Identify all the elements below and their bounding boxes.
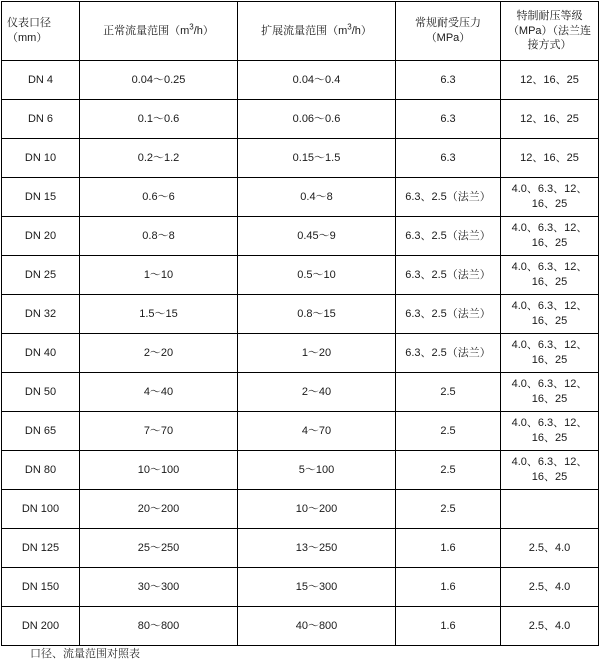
column-header-normal-flow-post: /h） (193, 24, 214, 37)
cell-diameter: DN 6 (2, 100, 80, 139)
cell-diameter: DN 25 (2, 256, 80, 295)
cell-diameter: DN 150 (2, 568, 80, 607)
cell-standard-pressure: 6.3 (396, 139, 501, 178)
cell-extended-flow: 0.06～0.6 (238, 100, 396, 139)
cell-diameter: DN 80 (2, 451, 80, 490)
cell-standard-pressure: 2.5 (396, 451, 501, 490)
cell-diameter: DN 10 (2, 139, 80, 178)
cell-extended-flow: 40～800 (238, 607, 396, 646)
cell-standard-pressure: 1.6 (396, 607, 501, 646)
cell-special-pressure: 4.0、6.3、12、16、25 (501, 178, 599, 217)
cell-special-pressure: 4.0、6.3、12、16、25 (501, 217, 599, 256)
cell-standard-pressure: 6.3、2.5（法兰） (396, 217, 501, 256)
cell-standard-pressure: 6.3、2.5（法兰） (396, 295, 501, 334)
cell-normal-flow: 0.8～8 (80, 217, 238, 256)
cell-extended-flow: 10～200 (238, 490, 396, 529)
cell-extended-flow: 4～70 (238, 412, 396, 451)
cell-diameter: DN 200 (2, 607, 80, 646)
table-row (2, 490, 599, 529)
cell-diameter: DN 100 (2, 490, 80, 529)
cell-special-pressure: 12、16、25 (501, 61, 599, 100)
cell-extended-flow: 0.15～1.5 (238, 139, 396, 178)
cell-normal-flow: 80～800 (80, 607, 238, 646)
flow-meter-spec-table (1, 1, 599, 646)
spec-table-page (0, 1, 600, 661)
cell-normal-flow: 7～70 (80, 412, 238, 451)
table-row (2, 139, 599, 178)
cell-extended-flow: 0.04～0.4 (238, 61, 396, 100)
cell-standard-pressure: 2.5 (396, 373, 501, 412)
column-header-diameter-pre: 仪表口径（m (7, 17, 51, 44)
cell-standard-pressure: 2.5 (396, 490, 501, 529)
cell-special-pressure: 4.0、6.3、12、16、25 (501, 373, 599, 412)
cell-special-pressure: 2.5、4.0 (501, 529, 599, 568)
column-header-special-pressure: 特制耐压等级（MPa）（法兰连接方式） (501, 2, 599, 61)
table-row (2, 61, 599, 100)
table-row (2, 568, 599, 607)
cell-special-pressure: 2.5、4.0 (501, 607, 599, 646)
cell-standard-pressure: 1.6 (396, 568, 501, 607)
column-header-standard-pressure: 常规耐受压力（MPa） (396, 2, 501, 61)
cell-diameter: DN 40 (2, 334, 80, 373)
cell-standard-pressure: 6.3 (396, 100, 501, 139)
column-header-normal-flow-sup: 3 (189, 21, 194, 31)
cell-diameter: DN 4 (2, 61, 80, 100)
table-row (2, 178, 599, 217)
cell-standard-pressure: 2.5 (396, 412, 501, 451)
table-row (2, 607, 599, 646)
column-header-extended-flow-post: /h） (351, 24, 372, 37)
cell-normal-flow: 25～250 (80, 529, 238, 568)
cell-extended-flow: 13～250 (238, 529, 396, 568)
cell-standard-pressure: 6.3、2.5（法兰） (396, 334, 501, 373)
cell-special-pressure: 2.5、4.0 (501, 568, 599, 607)
cell-normal-flow: 20～200 (80, 490, 238, 529)
cell-extended-flow: 1～20 (238, 334, 396, 373)
cell-normal-flow: 0.2～1.2 (80, 139, 238, 178)
table-row (2, 217, 599, 256)
column-header-extended-flow-sup: 3 (347, 21, 352, 31)
cell-normal-flow: 0.6～6 (80, 178, 238, 217)
cell-special-pressure: 4.0、6.3、12、16、25 (501, 412, 599, 451)
cell-normal-flow: 1.5～15 (80, 295, 238, 334)
cell-special-pressure: 4.0、6.3、12、16、25 (501, 334, 599, 373)
cell-diameter: DN 125 (2, 529, 80, 568)
table-row (2, 529, 599, 568)
cell-special-pressure: 4.0、6.3、12、16、25 (501, 451, 599, 490)
cell-special-pressure: 12、16、25 (501, 100, 599, 139)
cell-standard-pressure: 6.3、2.5（法兰） (396, 256, 501, 295)
column-header-diameter (2, 2, 80, 61)
cell-diameter: DN 20 (2, 217, 80, 256)
cell-extended-flow: 0.8～15 (238, 295, 396, 334)
cell-diameter: DN 65 (2, 412, 80, 451)
cell-extended-flow: 0.4～8 (238, 178, 396, 217)
column-header-extended-flow (238, 2, 396, 61)
table-row (2, 295, 599, 334)
column-header-diameter-post: m） (27, 32, 48, 44)
cell-normal-flow: 4～40 (80, 373, 238, 412)
cell-extended-flow: 0.45～9 (238, 217, 396, 256)
cell-special-pressure: 4.0、6.3、12、16、25 (501, 295, 599, 334)
cell-diameter: DN 50 (2, 373, 80, 412)
cell-extended-flow: 2～40 (238, 373, 396, 412)
cell-special-pressure (501, 490, 599, 529)
cell-extended-flow: 5～100 (238, 451, 396, 490)
cell-diameter: DN 15 (2, 178, 80, 217)
table-row (2, 334, 599, 373)
cell-normal-flow: 1～10 (80, 256, 238, 295)
cell-extended-flow: 0.5～10 (238, 256, 396, 295)
table-caption: 口径、流量范围对照表 (30, 648, 140, 660)
table-body (2, 61, 599, 646)
cell-normal-flow: 0.1～0.6 (80, 100, 238, 139)
cell-standard-pressure: 6.3、2.5（法兰） (396, 178, 501, 217)
table-row (2, 412, 599, 451)
cell-standard-pressure: 1.6 (396, 529, 501, 568)
cell-extended-flow: 15～300 (238, 568, 396, 607)
table-header-row (2, 2, 599, 61)
table-row (2, 100, 599, 139)
table-row (2, 373, 599, 412)
column-header-normal-flow (80, 2, 238, 61)
column-header-normal-flow-pre: 正常流量范围（m (103, 24, 190, 37)
cell-normal-flow: 0.04～0.25 (80, 61, 238, 100)
cell-standard-pressure: 6.3 (396, 61, 501, 100)
column-header-extended-flow-pre: 扩展流量范围（m (261, 24, 348, 37)
table-row (2, 451, 599, 490)
cell-normal-flow: 10～100 (80, 451, 238, 490)
cell-special-pressure: 4.0、6.3、12、16、25 (501, 256, 599, 295)
table-header (2, 2, 599, 61)
cell-diameter: DN 32 (2, 295, 80, 334)
cell-special-pressure: 12、16、25 (501, 139, 599, 178)
cell-normal-flow: 30～300 (80, 568, 238, 607)
cell-normal-flow: 2～20 (80, 334, 238, 373)
table-row (2, 256, 599, 295)
